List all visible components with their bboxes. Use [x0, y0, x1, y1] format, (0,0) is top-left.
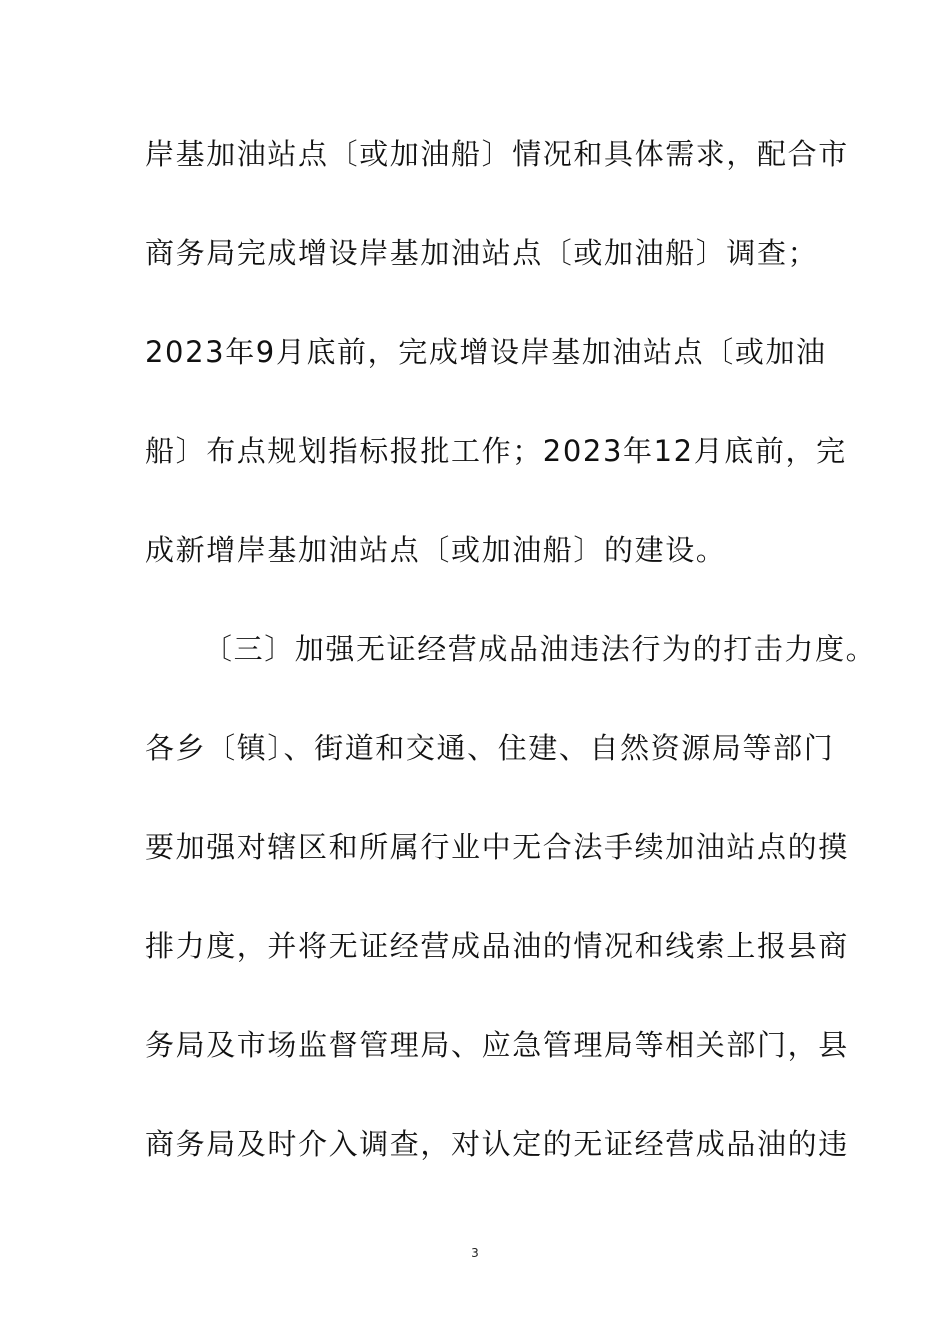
text-line-11: 商务局及时介入调查，对认定的无证经营成品油的违 — [145, 1127, 849, 1161]
text-line-2: 商务局完成增设岸基加油站点〔或加油船〕调查； — [145, 236, 819, 270]
page-number: 3 — [471, 1246, 479, 1260]
section-heading-3: 〔三〕加强无证经营成品油违法行为的打击力度。 — [203, 632, 877, 666]
text-line-10: 务局及市场监督管理局、应急管理局等相关部门，县 — [145, 1028, 849, 1062]
text-line-5: 成新增岸基加油站点〔或加油船〕的建设。 — [145, 533, 727, 567]
text-line-4: 船〕布点规划指标报批工作；2023年12月底前，完 — [145, 434, 847, 468]
text-line-8: 要加强对辖区和所属行业中无合法手续加油站点的摸 — [145, 830, 849, 864]
text-line-9: 排力度，并将无证经营成品油的情况和线索上报县商 — [145, 929, 849, 963]
text-line-3: 2023年9月底前，完成增设岸基加油站点〔或加油 — [145, 335, 827, 369]
text-line-7: 各乡〔镇〕、街道和交通、住建、自然资源局等部门 — [145, 731, 835, 765]
body-text — [145, 128, 877, 1217]
text-line-1: 岸基加油站点〔或加油船〕情况和具体需求，配合市 — [145, 137, 849, 171]
